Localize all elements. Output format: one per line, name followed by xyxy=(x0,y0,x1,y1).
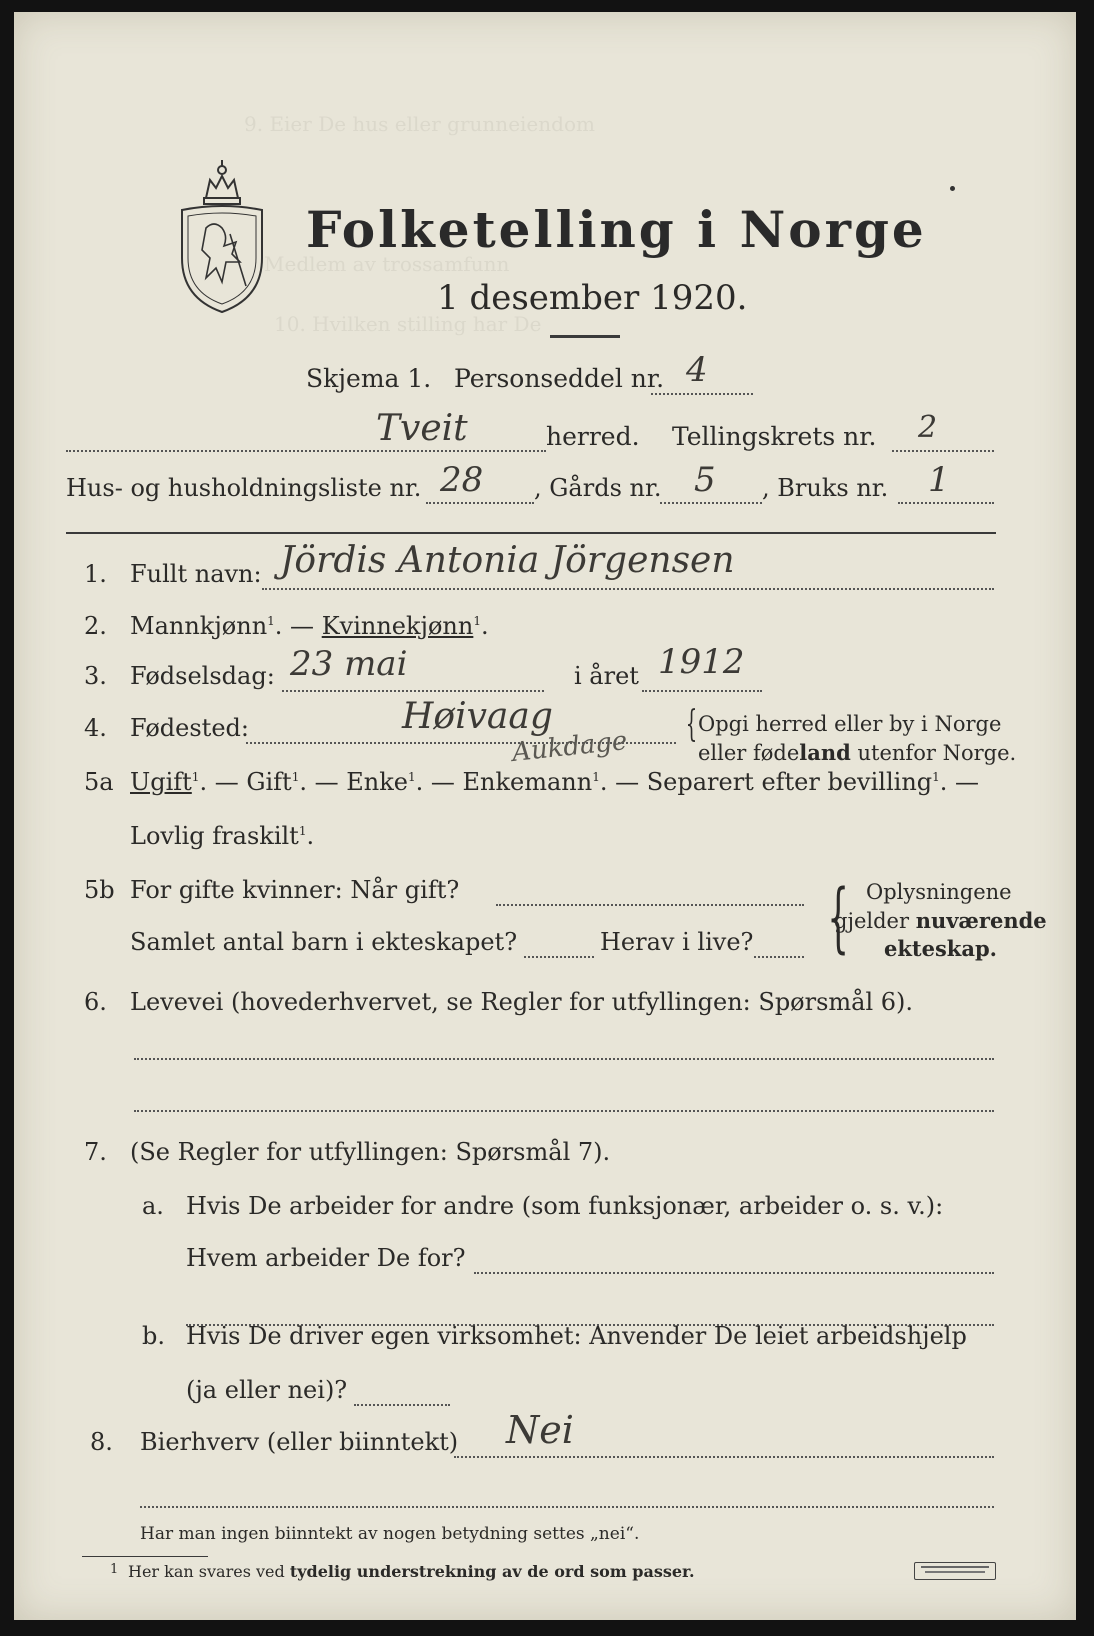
footnote-marker: 1 xyxy=(267,614,275,628)
separator: . — xyxy=(939,768,980,796)
personseddel-value[interactable]: 4 xyxy=(686,350,708,390)
footnote-rule xyxy=(82,1556,208,1557)
children-count-label: Samlet antal barn i ekteskapet? xyxy=(130,928,518,956)
full-name-value[interactable]: Jördis Antonia Jörgensen xyxy=(280,540,735,581)
census-form-sheet xyxy=(14,12,1076,1620)
birthday-value[interactable]: 23 mai xyxy=(290,644,408,684)
hired-help-label: (ja eller nei)? xyxy=(186,1376,348,1404)
printer-stamp xyxy=(914,1562,996,1580)
hired-help-field-line[interactable] xyxy=(354,1404,450,1406)
female-option-underlined[interactable]: Kvinnekjønn xyxy=(321,612,474,640)
gards-value[interactable]: 5 xyxy=(694,460,716,500)
hus-label: Hus- og husholdningsliste nr. xyxy=(66,474,422,502)
birth-year-value[interactable]: 1912 xyxy=(658,642,745,682)
census-date: 1 desember 1920. xyxy=(437,278,748,318)
q7b-label: Hvis De driver egen virksomhet: Anvender De leiet arbeidshjelp xyxy=(186,1322,967,1350)
q7b-number: b. xyxy=(142,1322,165,1350)
when-married-label: For gifte kvinner: Når gift? xyxy=(130,876,460,904)
side-income-field-line-2[interactable] xyxy=(140,1506,994,1508)
separator: . xyxy=(306,822,315,850)
q4-number: 4. xyxy=(84,714,107,742)
occupation-label xyxy=(130,988,913,1016)
occupation-label-main: Levevei xyxy=(130,988,224,1016)
occupation-label-detail: (hovederhvervet, se Regler for utfyllingen: Spørsmål 6). xyxy=(230,988,914,1016)
separated-option[interactable]: . — Separert efter bevilling xyxy=(599,768,933,796)
personseddel-label: Personseddel nr. xyxy=(454,364,665,393)
q3-label: Fødselsdag: xyxy=(130,662,275,690)
bruks-value[interactable]: 1 xyxy=(928,460,950,500)
widow-option[interactable]: . — Enke xyxy=(299,768,408,796)
side-income-label: Bierhverv (eller biinntekt) xyxy=(140,1428,459,1456)
birthplace-value[interactable]: Høivaag xyxy=(402,696,553,737)
footnote-marker: 1 xyxy=(407,770,416,784)
male-option[interactable]: Mannkjønn xyxy=(130,612,268,640)
q4-label: Fødested: xyxy=(130,714,249,742)
bruks-label: , Bruks nr. xyxy=(762,474,889,502)
q1-label: Fullt navn: xyxy=(130,560,262,588)
brace-icon: { xyxy=(685,704,698,745)
hus-field-line xyxy=(426,502,534,504)
q3-number: 3. xyxy=(84,662,107,690)
footnote-marker: 1 xyxy=(298,824,307,838)
footnote-marker: 1 xyxy=(191,770,200,784)
birthplace-annotation[interactable]: Aukdage xyxy=(510,726,629,768)
children-count-field-line xyxy=(524,956,594,958)
bleed-through: Medlem av trossamfunn xyxy=(264,252,510,276)
footnote-text xyxy=(128,1562,695,1581)
occupation-field-line-2[interactable] xyxy=(134,1110,994,1112)
note-text: gjelder xyxy=(834,909,916,933)
divorced-option xyxy=(130,822,314,850)
schema-label: Skjema 1. xyxy=(306,364,432,393)
q7-label: (Se Regler for utfyllingen: Spørsmål 7). xyxy=(130,1138,611,1166)
note-bold: land xyxy=(799,740,851,765)
q5a-number: 5a xyxy=(84,768,114,796)
occupation-field-line-1[interactable] xyxy=(134,1058,994,1060)
tellingskrets-field-line xyxy=(892,450,994,452)
herred-field-line xyxy=(66,450,546,452)
birthplace-note-2 xyxy=(698,740,1016,765)
marriage-note-2 xyxy=(834,908,1047,933)
bleed-through: 10. Hvilken stilling har De xyxy=(274,312,542,336)
note-text: eller føde xyxy=(698,741,800,765)
bruks-field-line xyxy=(898,502,994,504)
year-label: i året xyxy=(574,662,639,690)
married-option[interactable]: . — Gift xyxy=(199,768,292,796)
marriage-note-3: ekteskap. xyxy=(884,936,997,961)
sex-options xyxy=(130,612,489,640)
note-text: utenfor Norge. xyxy=(850,741,1017,765)
gards-label: , Gårds nr. xyxy=(534,474,662,502)
birthday-field-line xyxy=(282,690,544,692)
tellingskrets-label: Tellingskrets nr. xyxy=(672,422,877,451)
separator: . — xyxy=(274,612,315,640)
no-income-note: Har man ingen biinntekt av nogen betydning settes „nei“. xyxy=(140,1524,640,1544)
printer-stamp-line xyxy=(925,1571,985,1573)
separator: . xyxy=(480,612,489,640)
footnote-text-bold: tydelig understrekning av de ord som passer. xyxy=(289,1562,695,1581)
herred-value[interactable]: Tveit xyxy=(376,408,468,449)
children-alive-field-line xyxy=(754,956,804,958)
hus-value[interactable]: 28 xyxy=(440,460,484,500)
birthplace-note-1: Opgi herred eller by i Norge xyxy=(698,712,1002,736)
q6-number: 6. xyxy=(84,988,107,1016)
personseddel-field-line xyxy=(651,393,753,395)
side-income-value[interactable]: Nei xyxy=(506,1408,574,1452)
footnote-text-plain: Her kan svares ved xyxy=(128,1562,290,1581)
q7a-label: Hvis De arbeider for andre (som funksjonær, arbeider o. s. v.): xyxy=(186,1192,944,1220)
birth-year-field-line xyxy=(642,690,762,692)
printer-stamp-line xyxy=(921,1566,989,1568)
divorced-label[interactable]: Lovlig fraskilt xyxy=(130,822,299,850)
brace-icon: { xyxy=(827,872,850,961)
coat-of-arms-icon xyxy=(176,158,268,318)
marital-options xyxy=(130,768,979,796)
footnote-marker: 1 xyxy=(592,770,600,784)
q5b-number: 5b xyxy=(84,876,115,904)
q7-number: 7. xyxy=(84,1138,107,1166)
gards-field-line xyxy=(660,502,762,504)
footnote-number: 1 xyxy=(110,1562,119,1577)
footnote-marker: 1 xyxy=(473,614,481,628)
header-divider xyxy=(66,532,996,534)
employer-label: Hvem arbeider De for? xyxy=(186,1244,466,1272)
bleed-through: 9. Eier De hus eller grunneiendom xyxy=(244,112,595,136)
full-name-field-line xyxy=(262,588,994,590)
unmarried-option-underlined[interactable]: Ugift xyxy=(130,768,192,796)
ink-dot xyxy=(950,186,955,191)
footnote-marker: 1 xyxy=(932,770,940,784)
marriage-note-1: Oplysningene xyxy=(866,880,1012,904)
when-married-field-line xyxy=(496,904,804,906)
q1-number: 1. xyxy=(84,560,107,588)
herred-label: herred. xyxy=(546,422,640,451)
note-bold: nuværende xyxy=(915,908,1047,933)
widower-option[interactable]: . — Enkemann xyxy=(415,768,593,796)
title-rule xyxy=(550,335,620,338)
side-income-field-line xyxy=(454,1456,994,1458)
footnote-marker: 1 xyxy=(291,770,300,784)
form-title: Folketelling i Norge xyxy=(306,200,927,259)
q2-number: 2. xyxy=(84,612,107,640)
children-alive-label: Herav i live? xyxy=(600,928,754,956)
tellingskrets-value[interactable]: 2 xyxy=(918,410,938,445)
employer-field-line[interactable] xyxy=(474,1272,994,1274)
q7a-number: a. xyxy=(142,1192,164,1220)
q8-number: 8. xyxy=(90,1428,113,1456)
